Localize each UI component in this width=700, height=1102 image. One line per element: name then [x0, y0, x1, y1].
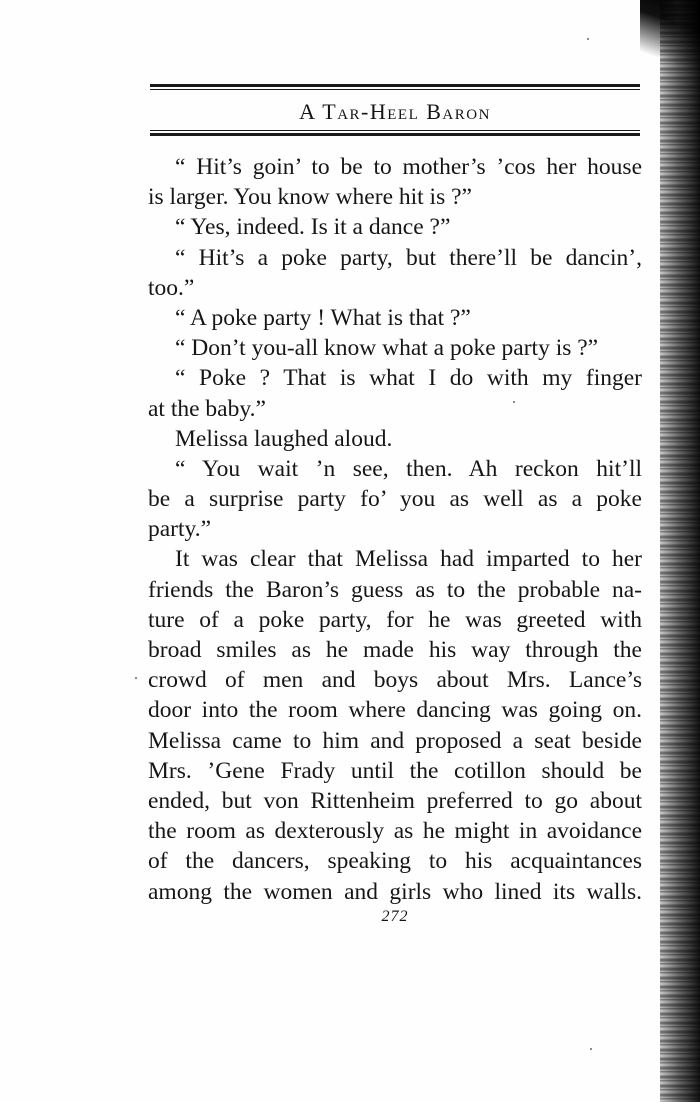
- text-line: is larger. You know where hit is ?”: [148, 184, 472, 211]
- text-line: friends the Baron’s guess as to the probable na-: [148, 576, 642, 603]
- running-head-article: A: [299, 99, 323, 124]
- header-rule-thin: [150, 130, 640, 131]
- paper-speck: [590, 1048, 592, 1050]
- page-number: 272: [381, 908, 409, 925]
- text-line: too.”: [148, 274, 195, 301]
- text-line: “ Hit’s a poke party, but there’ll be dancin’,: [175, 244, 642, 271]
- text-line: at the baby.”: [148, 395, 266, 422]
- header-rule-top: [150, 84, 640, 90]
- text-line: crowd of men and boys about Mrs. Lance’s: [148, 667, 642, 694]
- paper-speck: [513, 401, 515, 403]
- header-rule-thick: [150, 84, 640, 87]
- header-rule-bottom: [150, 130, 640, 136]
- text-line: “ A poke party ! What is that ?”: [175, 304, 471, 331]
- text-line: party.”: [148, 516, 212, 543]
- text-line: “ Poke ? That is what I do with my finger: [175, 365, 642, 392]
- paper-speck: [587, 38, 589, 40]
- text-line: “ Don’t you-all know what a poke party is ?”: [175, 335, 599, 362]
- text-line: “ Hit’s goin’ to be to mother’s ’cos her house: [175, 154, 642, 180]
- text-line: be a surprise party fo’ you as well as a poke: [148, 486, 642, 513]
- text-line: the room as dexterously as he might in avoidance: [148, 818, 642, 845]
- paper-speck: [135, 677, 137, 679]
- text-line: Melissa came to him and proposed a seat beside: [148, 727, 642, 754]
- text-line: ture of a poke party, for he was greeted with: [148, 606, 642, 633]
- text-line: It was clear that Melissa had imparted to her: [175, 546, 642, 573]
- text-line: “ You wait ’n see, then. Ah reckon hit’ll: [175, 455, 642, 482]
- binding-edge: [660, 0, 700, 1102]
- text-line: door into the room where dancing was going on.: [148, 697, 642, 724]
- body-text: [148, 152, 642, 907]
- text-line: ended, but von Rittenheim preferred to go about: [148, 787, 642, 814]
- running-head-title: Tar-Heel Baron: [322, 99, 491, 124]
- text-line: Mrs. ’Gene Frady until the cotillon should be: [148, 757, 642, 784]
- text-line: Melissa laughed aloud.: [175, 425, 393, 452]
- header-rule-thin: [150, 89, 640, 90]
- text-line: “ Yes, indeed. Is it a dance ?”: [175, 214, 451, 241]
- header-rule-thick: [150, 133, 640, 136]
- text-line: among the women and girls who lined its walls.: [148, 878, 642, 905]
- text-line: of the dancers, speaking to his acquaintances: [148, 848, 642, 875]
- running-head: [150, 98, 640, 126]
- text-line: broad smiles as he made his way through the: [148, 637, 642, 663]
